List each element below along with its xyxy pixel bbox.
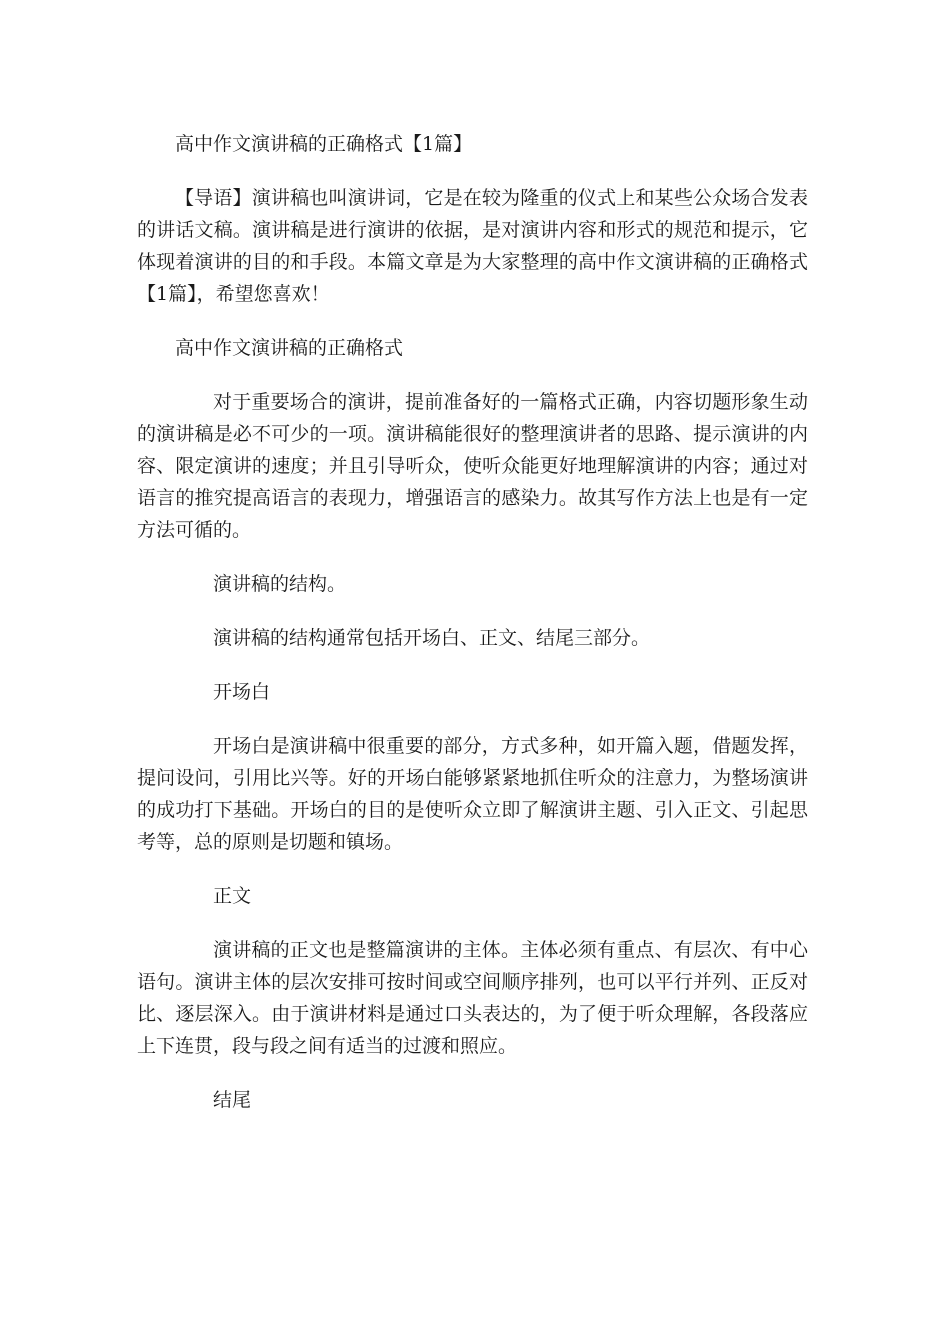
opening-paragraph: 开场白是演讲稿中很重要的部分，方式多种，如开篇入题，借题发挥，提问设问，引用比兴等。好的开场白能够紧紧地抓住听众的注意力，为整场演讲的成功打下基础。开场白的目的是使听众立即了解演讲主题、引入正文、引起思考等，总的原则是切题和镇场。: [137, 735, 808, 853]
structure-text: 演讲稿的结构通常包括开场白、正文、结尾三部分。: [213, 627, 651, 649]
document-page: [137, 128, 808, 1138]
document-title: 高中作文演讲稿的正确格式【1篇】: [175, 133, 473, 155]
section-title: 高中作文演讲稿的正确格式: [175, 337, 404, 359]
body-paragraph: 演讲稿的正文也是整篇演讲的主体。主体必须有重点、有层次、有中心语句。演讲主体的层次安排可按时间或空间顺序排列，也可以平行并列、正反对比、逐层深入。由于演讲材料是通过口头表达的，为了便于听众理解，各段落应上下连贯，段与段之间有适当的过渡和照应。: [137, 939, 808, 1057]
opening-heading: 开场白: [213, 681, 271, 703]
ending-heading: 结尾: [213, 1089, 252, 1111]
paragraph-purpose: 对于重要场合的演讲，提前准备好的一篇格式正确，内容切题形象生动的演讲稿是必不可少的一项。演讲稿能很好的整理演讲者的思路、提示演讲的内容、限定演讲的速度；并且引导听众，使听众能更好地理解演讲的内容；通过对语言的推究提高语言的表现力，增强语言的感染力。故其写作方法上也是有一定方法可循的。: [137, 391, 808, 541]
intro-paragraph: 【导语】演讲稿也叫演讲词，它是在较为隆重的仪式上和某些公众场合发表的讲话文稿。演讲稿是进行演讲的依据，是对演讲内容和形式的规范和提示，它体现着演讲的目的和手段。本篇文章是为大家整理的高中作文演讲稿的正确格式【1篇】，希望您喜欢！: [137, 187, 808, 305]
body-heading: 正文: [213, 885, 252, 907]
structure-heading: 演讲稿的结构。: [213, 573, 347, 595]
